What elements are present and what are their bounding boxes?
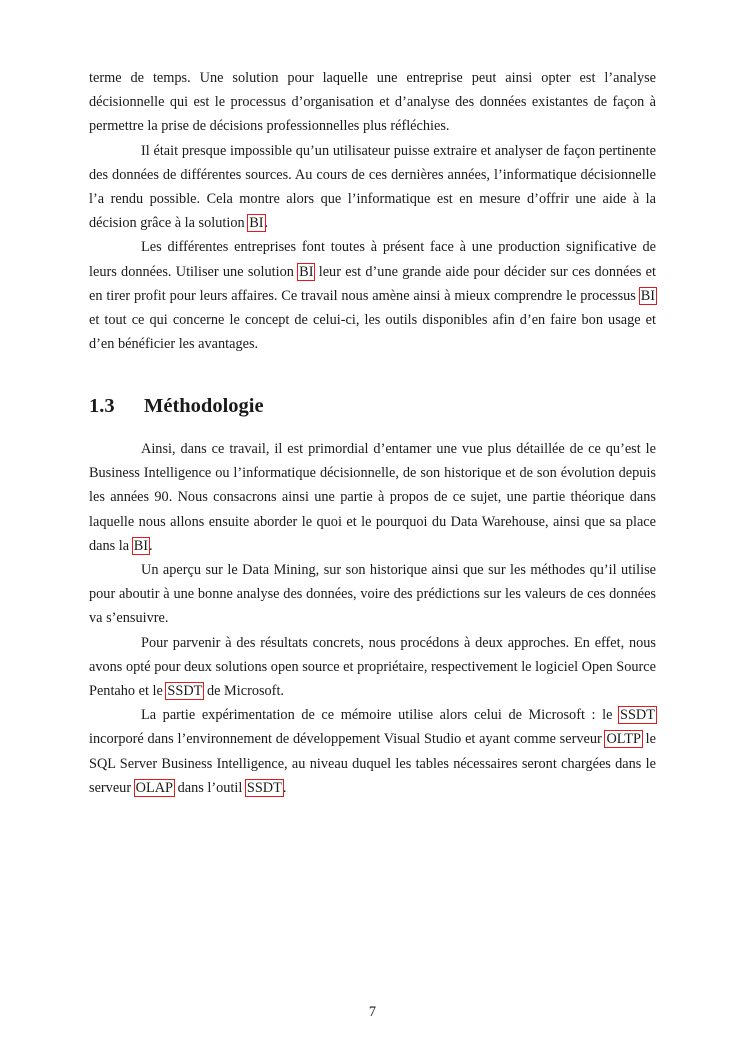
paragraph bbox=[89, 631, 656, 704]
paragraph-text: Un aperçu sur le Data Mining, sur son historique ainsi que sur les méthodes qu’il utilise pour aboutir à une bonne analyse des données, voire des prédictions sur les valeurs de ces données va s’ensuivre. bbox=[89, 562, 656, 627]
paragraph bbox=[89, 139, 656, 236]
acronym-link-ssdt[interactable]: SSDT bbox=[246, 779, 282, 796]
section-number: 1.3 bbox=[89, 395, 115, 417]
paragraph-text: . bbox=[148, 537, 153, 554]
acronym-link-ssdt[interactable]: SSDT bbox=[620, 707, 655, 724]
paragraph-text: . bbox=[264, 215, 269, 232]
section-title: Méthodologie bbox=[144, 395, 264, 417]
paragraph bbox=[89, 235, 656, 356]
text-block-top bbox=[89, 66, 656, 356]
paragraph-continuation bbox=[89, 66, 656, 139]
paragraph-text: . bbox=[282, 779, 287, 796]
paragraph bbox=[89, 437, 656, 558]
section-heading bbox=[89, 395, 264, 418]
paragraph-text: leur est d’une grande aide pour décider sur ces données et en tirer profit pour leurs affaires. Ce travail nous amène ainsi à mieux comprendre le processus bbox=[89, 263, 656, 304]
paragraph-text: La partie expérimentation de ce mémoire utilise alors celui de Microsoft : le bbox=[141, 707, 620, 724]
text-block-methodology bbox=[89, 437, 656, 800]
paragraph-text: incorporé dans l’environnement de développement Visual Studio et ayant comme serveur bbox=[89, 731, 606, 748]
paragraph-text: et tout ce qui concerne le concept de celui-ci, les outils disponibles afin d’en faire bon usage et d’en bénéficier les avantages. bbox=[89, 312, 656, 353]
paragraph-text: le SQL Server Business Intelligence, au niveau duquel les tables nécessaires seront chargées dans le serveur bbox=[89, 731, 656, 796]
acronym-link-bi[interactable]: BI bbox=[133, 537, 148, 554]
paragraph-text: dans l’outil bbox=[174, 779, 246, 796]
acronym-link-olap[interactable]: OLAP bbox=[135, 779, 173, 796]
acronym-link-bi[interactable]: BI bbox=[299, 263, 314, 280]
paragraph-text: de Microsoft. bbox=[203, 683, 284, 700]
paragraph-text: Ainsi, dans ce travail, il est primordial d’entamer une vue plus détaillée de ce qu’est le Business Intelligence ou l’informatique décisionnelle, de son historique et de son évolution depuis les années 90. Nous consacrons ainsi une partie à propos de ce sujet, une partie théorique dans laquelle nous allons ensuite aborder le quoi et le pourquoi du Data Warehouse, ainsi que sa place dans la bbox=[89, 441, 656, 554]
acronym-link-oltp[interactable]: OLTP bbox=[606, 731, 641, 748]
paragraph bbox=[89, 703, 656, 800]
acronym-link-ssdt[interactable]: SSDT bbox=[167, 683, 203, 700]
paragraph-text: terme de temps. Une solution pour laquelle une entreprise peut ainsi opter est l’analyse décisionnelle qui est le processus d’organisation et d’analyse des données existantes de façon à permettre la prise de décisions professionnelles plus réfléchies. bbox=[89, 70, 656, 135]
paragraph bbox=[89, 558, 656, 631]
paragraph-text: Il était presque impossible qu’un utilisateur puisse extraire et analyser de façon pertinente des données de différentes sources. Au cours de ces dernières années, l’informatique décisionnelle l’a rendu possible. Cela montre alors que l’informatique est en mesure d’offrir une aide à la décision grâce à la solution bbox=[89, 142, 656, 232]
paragraph-text: Pour parvenir à des résultats concrets, nous procédons à deux approches. En effet, nous avons opté pour deux solutions open source et propriétaire, respectivement le logiciel Open Source Pentaho et le bbox=[89, 634, 656, 700]
acronym-link-bi[interactable]: BI bbox=[249, 215, 264, 232]
page-number: 7 bbox=[368, 1004, 377, 1020]
acronym-link-bi[interactable]: BI bbox=[640, 287, 655, 304]
paragraph-text: Les différentes entreprises font toutes à présent face à une production significative de leurs données. Utiliser une solution bbox=[89, 239, 656, 280]
